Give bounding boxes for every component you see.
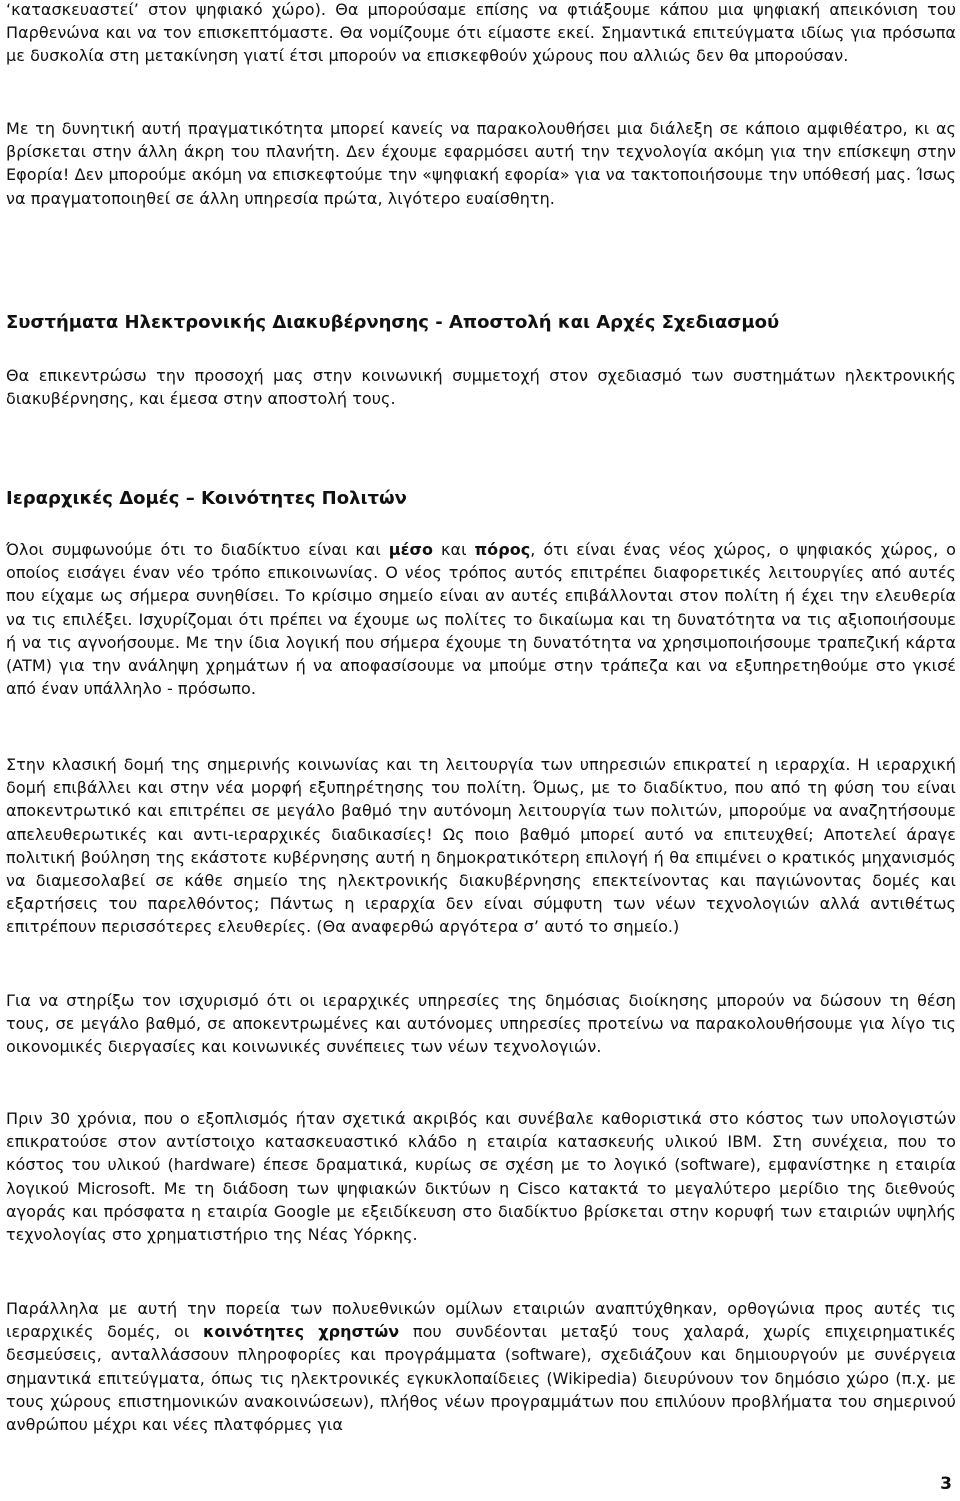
paragraph-4-text-c: και — [433, 540, 475, 559]
paragraph-2: Με τη δυνητική αυτή πραγματικότητα μπορεί κανείς να παρακολουθήσει μια διάλεξη σε κάποιο αμφιθέατρο, κι ας βρίσκεται στην άλλη άκρη του πλανήτη. Δεν έχουμε εφαρμόσει αυτή την τεχνολογία ακόμη για την επίσκεψη στην Εφορία! Δεν μπορούμε ακόμη να επισκεφτούμε την «ψηφιακή εφορία» για να τακτοποιήσουμε την υπόθεσή μας. Ίσως να πραγματοποιηθεί σε άλλη υπηρεσία πρώτα, λιγότερο ευαίσθητη. — [6, 119, 956, 208]
paragraph-8-text-c: που συνδέονται μεταξύ τους χαλαρά, χωρίς επιχειρηματικές δεσμεύσεις, ανταλλάσσουν πληροφορίες και προγράμματα (software), σχεδιάζουν και δημιουργούν με συνέργεια σημαντικά επιτεύγματα, όπως τις ηλεκτρονικές εγκυκλοπαίδειες (Wikipedia) διευρύνουν τον δημόσιο χώρο (π.χ. με τους χώρους επιστημονικών ανακοινώσεων), πλήθος νέων προγραμμάτων που επιλύουν προβλήματα του σημερινού ανθρώπου μέχρι και νέες πλατφόρμες για — [6, 1322, 956, 1435]
paragraph-1: ‘κατασκευαστεί’ στον ψηφιακό χώρο). Θα μπορούσαμε επίσης να φτιάξουμε κάπου μια ψηφιακή απεικόνιση του Παρθενώνα και να τον επισκεπτόμαστε. Θα νομίζουμε ότι είμαστε εκεί. Σημαντικά επιτεύγματα ιδίως για πρόσωπα με δυσκολία στη μετακίνηση γιατί έτσι μπορούν να επισκεφθούν χώρους που αλλιώς δεν θα μπορούσαν. — [6, 0, 956, 66]
bold-term-user-communities: κοινότητες χρηστών — [202, 1322, 400, 1342]
section-heading-egovernment: Συστήματα Ηλεκτρονικής Διακυβέρνησης - Αποστολή και Αρχές Σχεδιασμού — [6, 312, 780, 333]
paragraph-5: Στην κλασική δομή της σημερινής κοινωνίας και τη λειτουργία των υπηρεσιών επικρατεί η ιεραρχία. Η ιεραρχική δομή επιβάλλει και στην νέα μορφή εξυπηρέτησης του πολίτη. Όμως, με το διαδίκτυο, που από τη φύση του είναι αποκεντρωτικό και επιτρέπει σε μεγάλο βαθμό την αυτόνομη λειτουργία των πολιτών, μπορούμε να αναζητήσουμε απελευθερωτικές και αντι-ιεραρχικές διαδικασίες! Ως ποιο βαθμό μπορεί αυτό να επιτευχθεί; Αποτελεί άραγε πολιτική βούληση της εκάστοτε κυβέρνησης αυτή η δημοκρατικότερη επιλογή ή θα επιμένει ο κρατικός μηχανισμός να διαμεσολαβεί σε κάθε σημείο της ηλεκτρονικής διακυβέρνησης επεκτείνοντας και παγιώνοντας δομές και εξαρτήσεις του παρελθόντος; Πάντως η ιεραρχία δεν είναι σύμφυτη των νέων τεχνολογιών αλλά αντιθέτως επιτρέπουν περισσότερες ελευθερίες. (Θα αναφερθώ αργότερα σ’ αυτό το σημείο.) — [6, 755, 956, 937]
paragraph-3: Θα επικεντρώσω την προσοχή μας στην κοινωνική συμμετοχή στον σχεδιασμό των συστημάτων ηλεκτρονικής διακυβέρνησης, και έμεσα στην αποστολή τους. — [6, 366, 956, 409]
paragraph-8 — [6, 1297, 956, 1436]
paragraph-4 — [6, 538, 956, 700]
paragraph-6: Για να στηρίξω τον ισχυρισμό ότι οι ιεραρχικές υπηρεσίες της δημόσιας διοίκησης μπορούν να δώσουν τη θέση τους, σε μεγάλο βαθμό, σε αποκεντρωμένες και αυτόνομες υπηρεσίες προτείνω να παρακολουθήσουμε για λίγο τις οικονομικές διεργασίες και κοινωνικές συνέπειες των νέων τεχνολογιών. — [6, 991, 956, 1057]
paragraph-8-text-a: Παράλληλα με αυτή την πορεία των πολυεθνικών ομίλων εταιριών αναπτύχθηκαν, ορθογώνια προς αυτές τις ιεραρχικές δομές, οι — [6, 1299, 956, 1342]
paragraph-4-text-d: , ότι είναι ένας νέος χώρος, ο ψηφιακός χώρος, ο οποίος εισάγει έναν νέο τρόπο επικοινωνίας. Ο νέος τρόπος αυτός επιτρέπει διαφορετικές λειτουργίες από αυτές που είχαμε ως σήμερα συνηθίσει. Το κρίσιμο σημείο είναι αν αυτές επιβάλλονται στον πολίτη ή έχει την ελευθερία να τις επιλέξει. Ισχυρίζομαι ότι πρέπει να έχουμε ως πολίτες το δικαίωμα και τη δυνατότητα να τις αξιοποιήσουμε ή να τις αγνοήσουμε. Με την ίδια λογική που σήμερα έχουμε τη δυνατότητα να χρησιμοποιήσουμε τραπεζική κάρτα (ATM) για την ανάληψη χρημάτων ή να αποφασίσουμε να μπούμε στην τράπεζα και να εξυπηρετηθούμε στο γκισέ από έναν υπάλληλο - πρόσωπο. — [6, 540, 956, 699]
paragraph-4-text-a: Όλοι συμφωνούμε ότι το διαδίκτυο είναι και — [6, 540, 389, 559]
bold-term-poros: πόρος — [474, 540, 531, 559]
bold-term-meso: μέσο — [388, 540, 434, 559]
page-number: 3 — [940, 1474, 952, 1494]
section-heading-hierarchies: Ιεραρχικές Δομές – Κοινότητες Πολιτών — [6, 488, 407, 509]
paragraph-7: Πριν 30 χρόνια, που ο εξοπλισμός ήταν σχετικά ακριβός και συνέβαλε καθοριστικά στο κόστος των υπολογιστών επικρατούσε στον αντίστοιχο κατασκευαστικό κλάδο η εταιρία κατασκευής υλικού IBM. Στη συνέχεια, που το κόστος του υλικού (hardware) έπεσε δραματικά, κυρίως σε σχέση με το λογικό (software), εμφανίστηκε η εταιρία λογικού Microsoft. Με τη διάδοση των ψηφιακών δικτύων η Cisco κατακτά το μεγαλύτερο μερίδιο της διεθνούς αγοράς και πρόσφατα η εταιρία Google με εξειδίκευση στο διαδίκτυο βρίσκεται στην κορυφή των εταιριών υψηλής τεχνολογίας στο χρηματιστήριο της Νέας Υόρκης. — [6, 1109, 956, 1245]
